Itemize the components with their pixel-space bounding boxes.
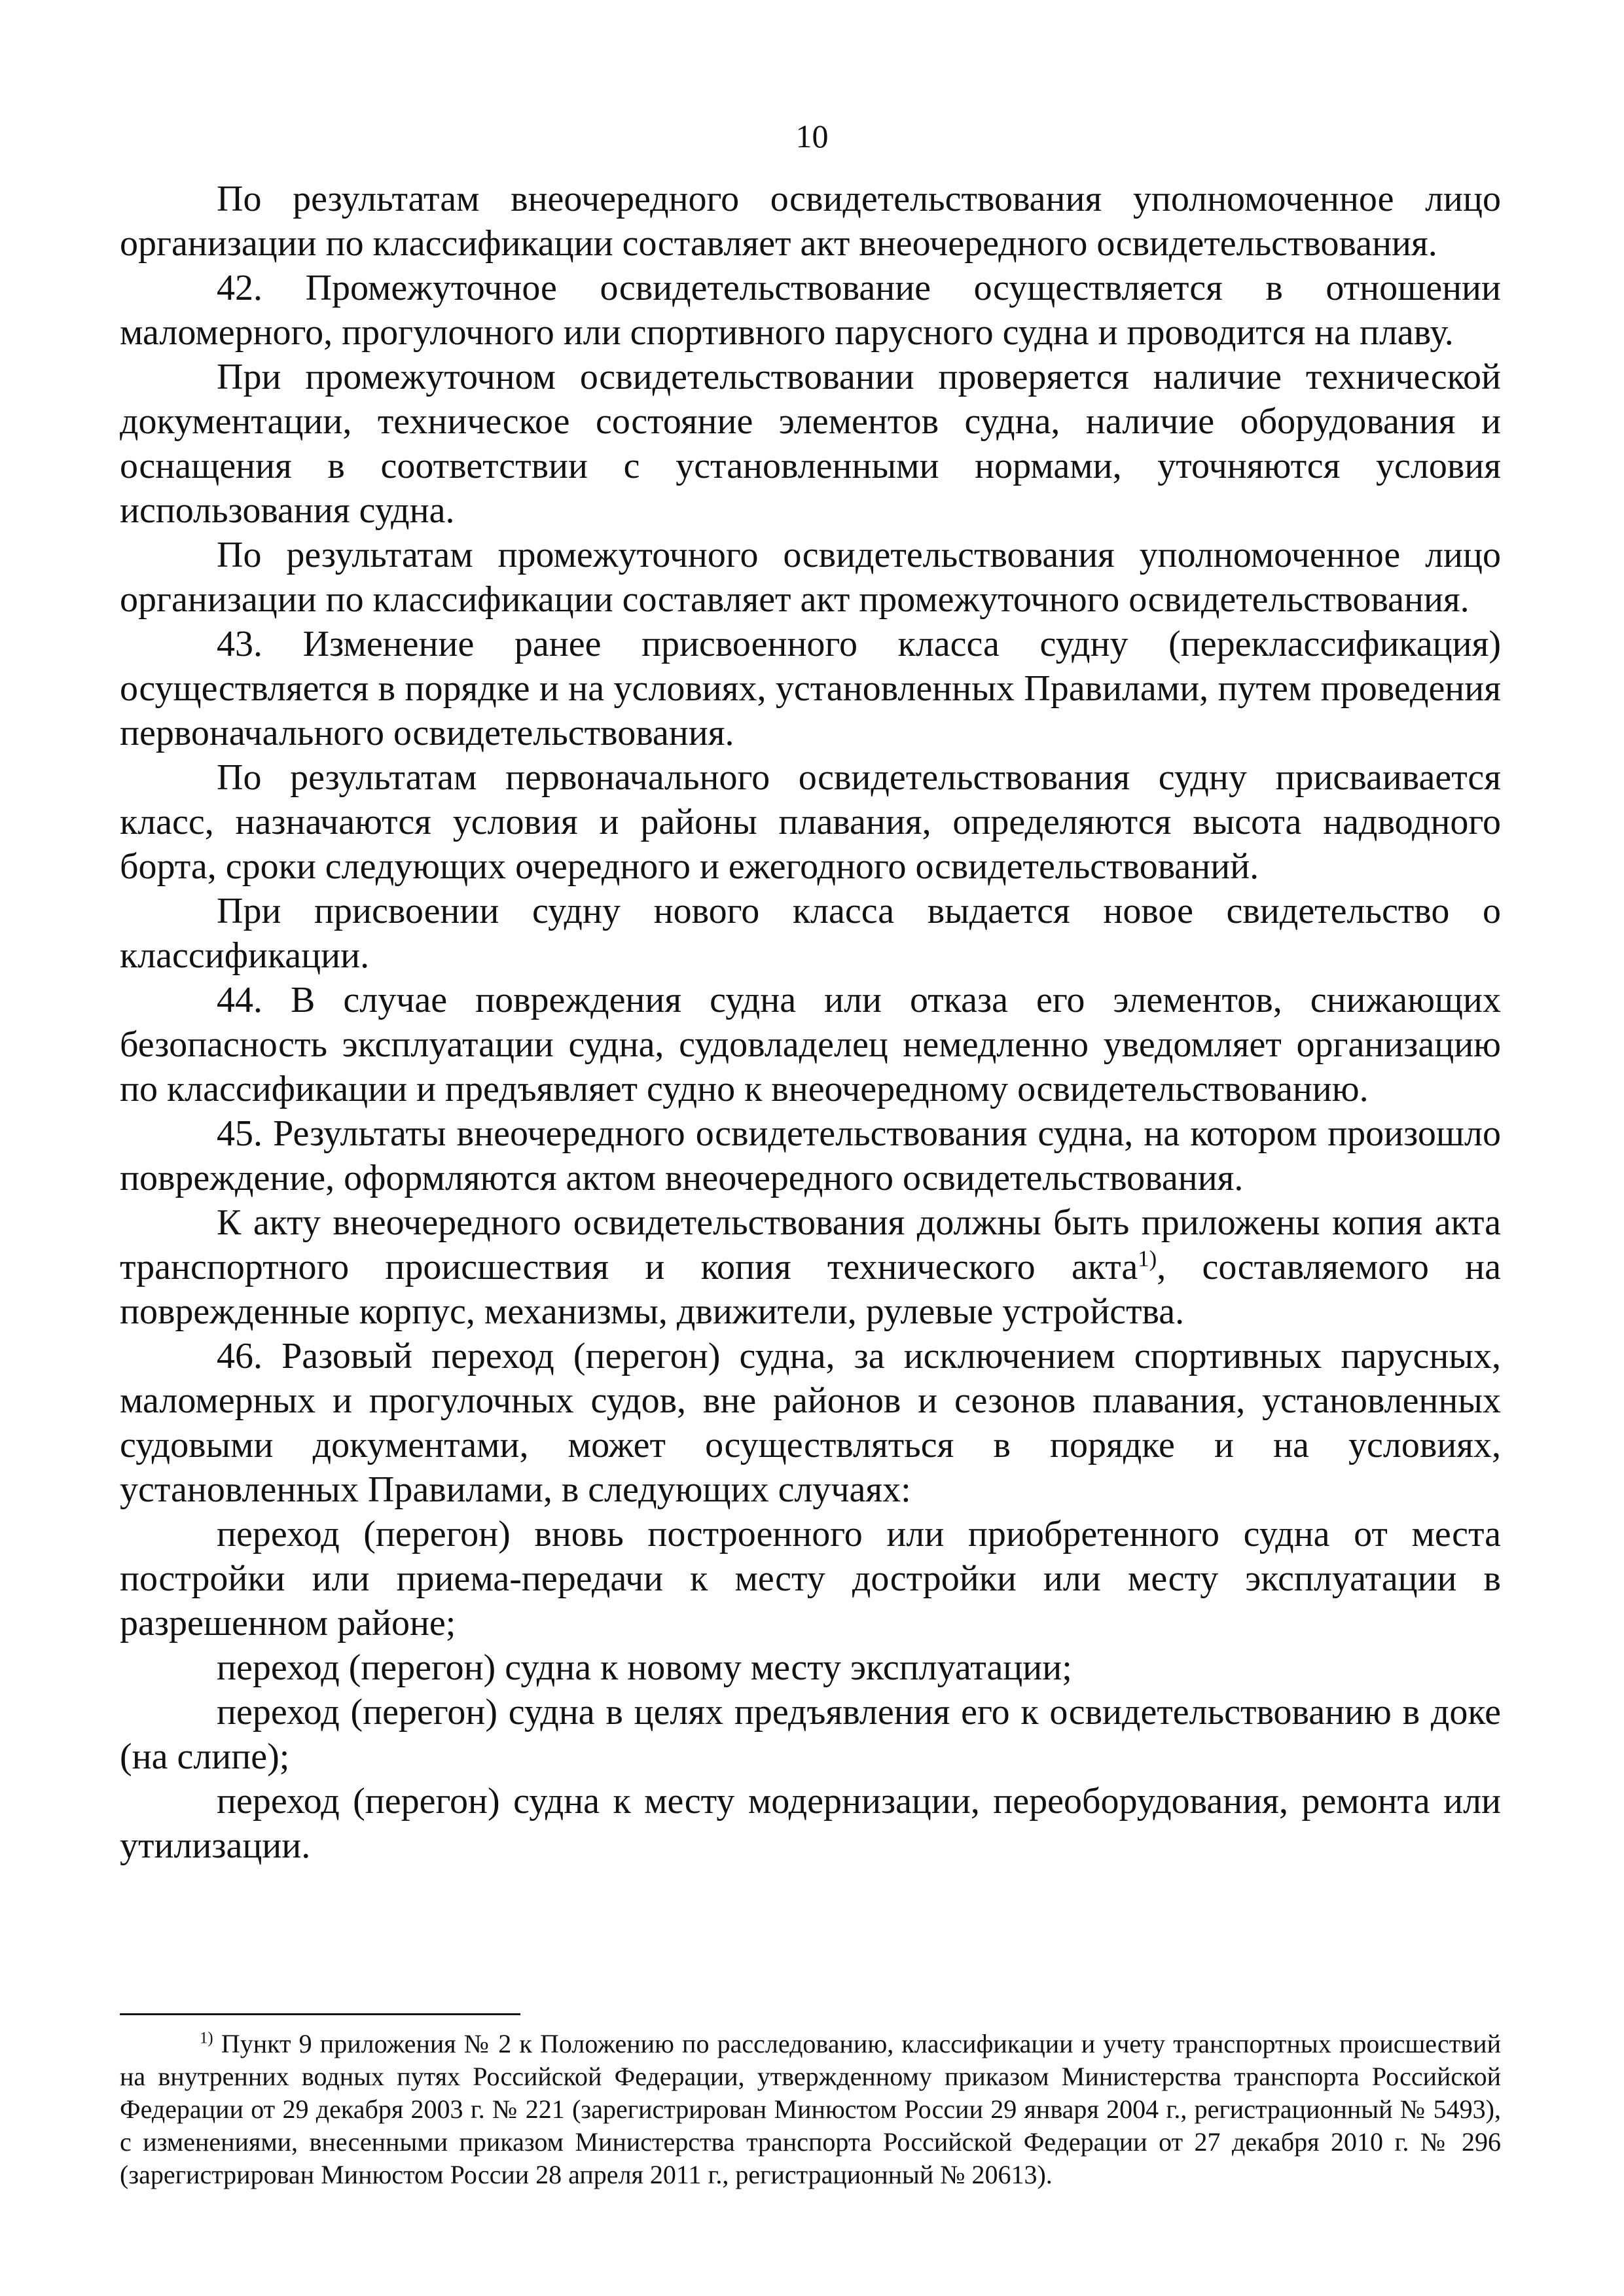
paragraph-intermediate-survey-checks: При промежуточном освидетельствовании проверяется наличие технической документации, техническое состояние элементов судна, наличие оборудования и оснащения в соответствии с установленными нормами, уточняются условия использования судна. <box>120 357 1501 531</box>
paragraph-intermediate-survey-result: По результатам промежуточного освидетельствования уполномоченное лицо организации по классификации составляет акт промежуточного освидетельствования. <box>120 535 1501 620</box>
paragraph-extraordinary-survey-result: По результатам внеочередного освидетельствования уполномоченное лицо организации по классификации составляет акт внеочередного освидетельствования. <box>120 179 1501 264</box>
paragraph-44: 44. В случае повреждения судна или отказа его элементов, снижающих безопасность эксплуатации судна, судовладелец немедленно уведомляет организацию по классификации и предъявляет судно к внеочередному освидетельствованию. <box>120 980 1501 1109</box>
footnote-divider <box>120 2013 520 2015</box>
list-item: переход (перегон) судна к месту модернизации, переоборудования, ремонта или утилизации. <box>120 1781 1501 1866</box>
footnote-text: Пункт 9 приложения № 2 к Положению по расследованию, классификации и учету транспортных происшествий на внутренних водных путях Российской Федерации, утвержденному приказом Министерства транспорта Российской Федерации от 29 декабря 2003 г. № 221 (зарегистрирован Минюстом России 29 января 2004 г., регистрационный № 5493), с изменениями, внесенными приказом Министерства транспорта Российской Федерации от 27 декабря 2010 г. № 296 (зарегистрирован Минюстом России 28 апреля 2011 г., регистрационный № 20613). <box>120 2029 1501 2189</box>
paragraph-43: 43. Изменение ранее присвоенного класса судну (переклассификация) осуществляется в порядке и на условиях, установленных Правилами, путем проведения первоначального освидетельствования. <box>120 624 1501 753</box>
body-text <box>120 177 1501 1868</box>
paragraph-act-attachments <box>120 1200 1501 1334</box>
page-number: 10 <box>795 118 829 154</box>
paragraph-42: 42. Промежуточное освидетельствование осуществляется в отношении маломерного, прогулочного или спортивного парусного судна и проводится на плаву. <box>120 268 1501 353</box>
paragraph-new-class-certificate: При присвоении судну нового класса выдается новое свидетельство о классификации. <box>120 891 1501 976</box>
list-item: переход (перегон) судна к новому месту эксплуатации; <box>217 1647 1072 1688</box>
paragraph-45: 45. Результаты внеочередного освидетельствования судна, на котором произошло повреждение, оформляются актом внеочередного освидетельствования. <box>120 1113 1501 1198</box>
list-item: переход (перегон) вновь построенного или приобретенного судна от места постройки или приема-передачи к месту достройки или месту эксплуатации в разрешенном районе; <box>120 1514 1501 1643</box>
list-item: переход (перегон) судна в целях предъявления его к освидетельствованию в доке (на слипе); <box>120 1692 1501 1777</box>
footnote-marker: 1) <box>200 2029 213 2047</box>
paragraph-46: 46. Разовый переход (перегон) судна, за исключением спортивных парусных, маломерных и прогулочных судов, вне районов и сезонов плавания, установленных судовыми документами, может осуществляться в порядке и на условиях, установленных Правилами, в следующих случаях: <box>120 1336 1501 1510</box>
paragraph-initial-survey-result: По результатам первоначального освидетельствования судну присваивается класс, назначаются условия и районы плавания, определяются высота надводного борта, сроки следующих очередного и ежегодного освидетельствований. <box>120 757 1501 887</box>
paragraph-act-attachments-text: К акту внеочередного освидетельствования должны быть приложены копия акта транспортного происшествия и копия технического акта <box>120 1202 1501 1287</box>
footnote-reference: 1) <box>1138 1246 1157 1272</box>
footnote <box>120 2028 1501 2191</box>
paragraph-act-attachments-text-end: , составляемого на поврежденные корпус, механизмы, движители, рулевые устройства. <box>120 1247 1501 1332</box>
